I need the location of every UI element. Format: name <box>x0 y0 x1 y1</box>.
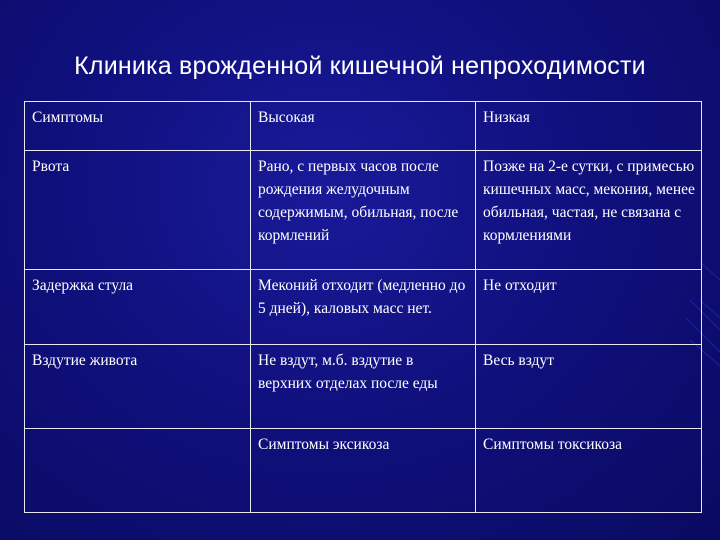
symptom-cell: Рвота <box>25 151 251 270</box>
low-cell: Не отходит <box>476 270 702 345</box>
table-row <box>25 151 702 270</box>
header-symptoms: Симптомы <box>25 102 251 151</box>
high-cell: Меконий отходит (медленно до 5 дней), каловых масс нет. <box>251 270 476 345</box>
high-cell: Симптомы эксикоза <box>251 429 476 513</box>
low-cell: Позже на 2-е сутки, с примесью кишечных масс, мекония, менее обильная, частая, не связана с кормлениями <box>476 151 702 270</box>
symptom-cell: Вздутие живота <box>25 345 251 429</box>
header-low: Низкая <box>476 102 702 151</box>
slide-title: Клиника врожденной кишечной непроходимости <box>74 52 646 80</box>
low-cell: Симптомы токсикоза <box>476 429 702 513</box>
table-row <box>25 429 702 513</box>
clinic-table <box>24 101 702 513</box>
table-header-row <box>25 102 702 151</box>
symptom-cell: Задержка стула <box>25 270 251 345</box>
high-cell: Рано, с первых часов после рождения желудочным содержимым, обильная, после кормлений <box>251 151 476 270</box>
header-high: Высокая <box>251 102 476 151</box>
high-cell: Не вздут, м.б. вздутие в верхних отделах после еды <box>251 345 476 429</box>
table-row <box>25 270 702 345</box>
table-row <box>25 345 702 429</box>
symptom-cell <box>25 429 251 513</box>
low-cell: Весь вздут <box>476 345 702 429</box>
